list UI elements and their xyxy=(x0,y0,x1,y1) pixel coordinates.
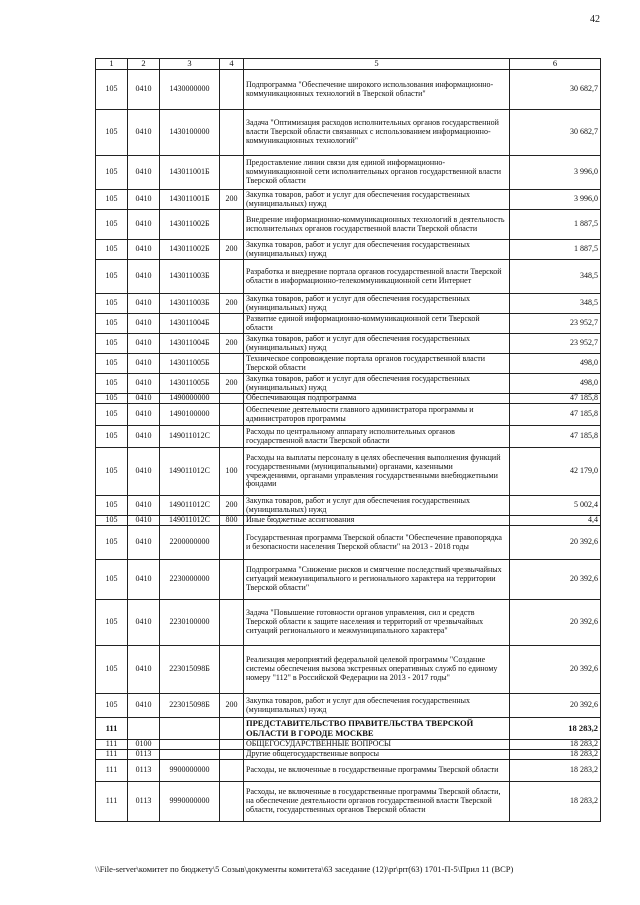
cell-target-code: 143011002Б xyxy=(160,240,220,260)
cell-amount: 20 392,6 xyxy=(510,646,601,694)
cell-target-code: 143011003Б xyxy=(160,260,220,294)
cell-expense-type xyxy=(220,156,244,190)
table-row xyxy=(96,210,601,240)
cell-admin-code: 105 xyxy=(96,190,128,210)
column-header-3: 3 xyxy=(160,59,220,70)
cell-target-code: 143011002Б xyxy=(160,210,220,240)
table-row xyxy=(96,782,601,822)
table-row xyxy=(96,156,601,190)
cell-admin-code: 105 xyxy=(96,210,128,240)
column-header-5: 5 xyxy=(244,59,510,70)
cell-description: Техническое сопровождение портала органов государственной власти Тверской области xyxy=(244,354,510,374)
cell-target-code: 143011001Б xyxy=(160,156,220,190)
cell-target-code: 149011012С xyxy=(160,426,220,448)
cell-admin-code: 105 xyxy=(96,240,128,260)
table-row xyxy=(96,394,601,404)
cell-expense-type xyxy=(220,600,244,646)
cell-amount: 18 283,2 xyxy=(510,718,601,740)
cell-expense-type xyxy=(220,740,244,750)
cell-amount: 47 185,8 xyxy=(510,394,601,404)
cell-expense-type xyxy=(220,760,244,782)
cell-amount: 30 682,7 xyxy=(510,110,601,156)
cell-section-code xyxy=(128,718,160,740)
cell-description: Закупка товаров, работ и услуг для обеспечения государственных (муниципальных) нужд xyxy=(244,334,510,354)
cell-admin-code: 105 xyxy=(96,394,128,404)
cell-target-code: 143011004Б xyxy=(160,334,220,354)
cell-description: Развитие единой информационно-коммуникационной сети Тверской области xyxy=(244,314,510,334)
cell-section-code: 0410 xyxy=(128,496,160,516)
table-row xyxy=(96,190,601,210)
cell-expense-type xyxy=(220,210,244,240)
cell-description: Подпрограмма "Обеспечение широкого использования информационно-коммуникационных технологий в Тверской области" xyxy=(244,70,510,110)
cell-admin-code: 105 xyxy=(96,448,128,496)
cell-expense-type xyxy=(220,260,244,294)
cell-target-code: 143011001Б xyxy=(160,190,220,210)
cell-section-code: 0113 xyxy=(128,782,160,822)
column-header-4: 4 xyxy=(220,59,244,70)
cell-amount: 1 887,5 xyxy=(510,240,601,260)
cell-amount: 20 392,6 xyxy=(510,526,601,560)
cell-description: Разработка и внедрение портала органов государственной власти Тверской области в информационно-телекоммуникационной сети Интернет xyxy=(244,260,510,294)
table-row xyxy=(96,260,601,294)
cell-admin-code: 105 xyxy=(96,496,128,516)
cell-admin-code: 105 xyxy=(96,260,128,294)
cell-target-code: 223015098Б xyxy=(160,694,220,718)
cell-admin-code: 105 xyxy=(96,600,128,646)
table-row xyxy=(96,526,601,560)
cell-amount: 30 682,7 xyxy=(510,70,601,110)
cell-amount: 18 283,2 xyxy=(510,740,601,750)
cell-target-code: 2230000000 xyxy=(160,560,220,600)
cell-expense-type xyxy=(220,394,244,404)
cell-description: Реализация мероприятий федеральной целевой программы "Создание системы обеспечения вызова экстренных оперативных служб по единому номеру "112" в Российской Федерации на 2013 - 2017 годы" xyxy=(244,646,510,694)
cell-amount: 42 179,0 xyxy=(510,448,601,496)
cell-description: Подпрограмма "Снижение рисков и смягчение последствий чрезвычайных ситуаций межмуниципального и регионального характера на территории Тверской области" xyxy=(244,560,510,600)
cell-admin-code: 111 xyxy=(96,760,128,782)
cell-section-code: 0113 xyxy=(128,750,160,760)
cell-description: Задача "Оптимизация расходов исполнительных органов государственной власти Тверской области связанных с использованием информационно-коммуникационных технологий" xyxy=(244,110,510,156)
cell-section-code: 0100 xyxy=(128,740,160,750)
cell-target-code: 9990000000 xyxy=(160,782,220,822)
table-row xyxy=(96,646,601,694)
cell-section-code: 0410 xyxy=(128,560,160,600)
cell-expense-type: 100 xyxy=(220,448,244,496)
cell-amount: 1 887,5 xyxy=(510,210,601,240)
cell-admin-code: 105 xyxy=(96,404,128,426)
cell-amount: 23 952,7 xyxy=(510,314,601,334)
cell-expense-type: 800 xyxy=(220,516,244,526)
cell-expense-type: 200 xyxy=(220,496,244,516)
table-row xyxy=(96,760,601,782)
cell-amount: 3 996,0 xyxy=(510,156,601,190)
cell-target-code: 1430000000 xyxy=(160,70,220,110)
cell-admin-code: 105 xyxy=(96,314,128,334)
cell-amount: 348,5 xyxy=(510,260,601,294)
cell-description: Внедрение информационно-коммуникационных технологий в деятельность исполнительных органов государственной власти Тверской области xyxy=(244,210,510,240)
table-row xyxy=(96,718,601,740)
cell-admin-code: 111 xyxy=(96,740,128,750)
cell-target-code: 2230100000 xyxy=(160,600,220,646)
cell-description: ОБЩЕГОСУДАРСТВЕННЫЕ ВОПРОСЫ xyxy=(244,740,510,750)
cell-amount: 23 952,7 xyxy=(510,334,601,354)
cell-expense-type xyxy=(220,314,244,334)
cell-section-code: 0410 xyxy=(128,694,160,718)
table-row xyxy=(96,560,601,600)
table-row xyxy=(96,354,601,374)
table-row xyxy=(96,70,601,110)
cell-expense-type xyxy=(220,646,244,694)
cell-target-code xyxy=(160,750,220,760)
cell-section-code: 0410 xyxy=(128,516,160,526)
cell-admin-code: 105 xyxy=(96,374,128,394)
budget-table xyxy=(95,58,601,822)
cell-expense-type xyxy=(220,526,244,560)
cell-description: Закупка товаров, работ и услуг для обеспечения государственных (муниципальных) нужд xyxy=(244,240,510,260)
cell-amount: 20 392,6 xyxy=(510,600,601,646)
cell-amount: 47 185,8 xyxy=(510,426,601,448)
cell-expense-type: 200 xyxy=(220,334,244,354)
cell-amount: 18 283,2 xyxy=(510,760,601,782)
cell-admin-code: 105 xyxy=(96,560,128,600)
cell-section-code: 0410 xyxy=(128,294,160,314)
cell-description: Закупка товаров, работ и услуг для обеспечения государственных (муниципальных) нужд xyxy=(244,694,510,718)
cell-expense-type xyxy=(220,70,244,110)
cell-expense-type: 200 xyxy=(220,240,244,260)
table-row xyxy=(96,448,601,496)
cell-description: Закупка товаров, работ и услуг для обеспечения государственных (муниципальных) нужд xyxy=(244,190,510,210)
cell-expense-type: 200 xyxy=(220,190,244,210)
table-header-row xyxy=(96,59,601,70)
cell-section-code: 0410 xyxy=(128,156,160,190)
cell-expense-type xyxy=(220,354,244,374)
cell-amount: 498,0 xyxy=(510,374,601,394)
cell-description: Расходы по центральному аппарату исполнительных органов государственной власти Тверской области xyxy=(244,426,510,448)
cell-amount: 498,0 xyxy=(510,354,601,374)
cell-expense-type xyxy=(220,782,244,822)
cell-description: Расходы, не включенные в государственные программы Тверской области xyxy=(244,760,510,782)
cell-section-code: 0113 xyxy=(128,760,160,782)
cell-admin-code: 111 xyxy=(96,718,128,740)
cell-description: Иные бюджетные ассигнования xyxy=(244,516,510,526)
cell-description: Предоставление линии связи для единой информационно-коммуникационной сети исполнительных органов государственной власти Тверской области xyxy=(244,156,510,190)
cell-target-code: 143011004Б xyxy=(160,314,220,334)
cell-admin-code: 105 xyxy=(96,156,128,190)
cell-section-code: 0410 xyxy=(128,354,160,374)
cell-expense-type: 200 xyxy=(220,294,244,314)
cell-description: Задача "Повышение готовности органов управления, сил и средств Тверской области к защите населения и территорий от чрезвычайных ситуаций регионального и межмуниципального характера" xyxy=(244,600,510,646)
cell-target-code xyxy=(160,740,220,750)
cell-expense-type: 200 xyxy=(220,694,244,718)
table-row xyxy=(96,374,601,394)
cell-target-code: 1430100000 xyxy=(160,110,220,156)
cell-expense-type xyxy=(220,750,244,760)
cell-section-code: 0410 xyxy=(128,110,160,156)
cell-description: Другие общегосударственные вопросы xyxy=(244,750,510,760)
cell-target-code: 9900000000 xyxy=(160,760,220,782)
cell-expense-type: 200 xyxy=(220,374,244,394)
table-row xyxy=(96,600,601,646)
cell-target-code: 149011012С xyxy=(160,448,220,496)
cell-admin-code: 105 xyxy=(96,516,128,526)
cell-admin-code: 111 xyxy=(96,782,128,822)
cell-target-code: 149011012С xyxy=(160,516,220,526)
cell-amount: 348,5 xyxy=(510,294,601,314)
cell-target-code: 1490100000 xyxy=(160,404,220,426)
cell-target-code: 149011012С xyxy=(160,496,220,516)
table-row xyxy=(96,294,601,314)
table-row xyxy=(96,694,601,718)
cell-target-code: 1490000000 xyxy=(160,394,220,404)
table-body xyxy=(96,70,601,822)
cell-section-code: 0410 xyxy=(128,314,160,334)
column-header-1: 1 xyxy=(96,59,128,70)
cell-section-code: 0410 xyxy=(128,260,160,294)
table-row xyxy=(96,750,601,760)
cell-expense-type xyxy=(220,560,244,600)
cell-description: ПРЕДСТАВИТЕЛЬСТВО ПРАВИТЕЛЬСТВА ТВЕРСКОЙ ОБЛАСТИ В ГОРОДЕ МОСКВЕ xyxy=(244,718,510,740)
column-header-2: 2 xyxy=(128,59,160,70)
cell-section-code: 0410 xyxy=(128,426,160,448)
cell-amount: 5 002,4 xyxy=(510,496,601,516)
table-row xyxy=(96,426,601,448)
cell-amount: 3 996,0 xyxy=(510,190,601,210)
cell-description: Расходы на выплаты персоналу в целях обеспечения выполнения функций государственными (муниципальными) органами, казенными учреждениями, органами управления государственными внебюджетными фондами xyxy=(244,448,510,496)
cell-section-code: 0410 xyxy=(128,404,160,426)
table-row xyxy=(96,740,601,750)
cell-target-code: 143011003Б xyxy=(160,294,220,314)
cell-section-code: 0410 xyxy=(128,190,160,210)
cell-amount: 18 283,2 xyxy=(510,782,601,822)
cell-amount: 20 392,6 xyxy=(510,694,601,718)
cell-expense-type xyxy=(220,110,244,156)
table-row xyxy=(96,240,601,260)
cell-admin-code: 111 xyxy=(96,750,128,760)
table-row xyxy=(96,110,601,156)
cell-section-code: 0410 xyxy=(128,240,160,260)
cell-section-code: 0410 xyxy=(128,394,160,404)
cell-expense-type xyxy=(220,718,244,740)
cell-target-code: 143011005Б xyxy=(160,374,220,394)
cell-section-code: 0410 xyxy=(128,70,160,110)
table-row xyxy=(96,404,601,426)
cell-amount: 18 283,2 xyxy=(510,750,601,760)
table-row xyxy=(96,314,601,334)
footer-file-path: \\File-server\комитет по бюджету\5 Созыв\документы комитета\63 заседание (12)\pr\prr(63) 1701-П-5\Прил 11 (ВСР) xyxy=(95,864,514,874)
cell-description: Закупка товаров, работ и услуг для обеспечения государственных (муниципальных) нужд xyxy=(244,294,510,314)
cell-admin-code: 105 xyxy=(96,110,128,156)
page-number: 42 xyxy=(590,14,600,25)
table-row xyxy=(96,496,601,516)
cell-description: Государственная программа Тверской области "Обеспечение правопорядка и безопасности населения Тверской области" на 2013 - 2018 годы xyxy=(244,526,510,560)
cell-admin-code: 105 xyxy=(96,646,128,694)
table-row xyxy=(96,334,601,354)
cell-section-code: 0410 xyxy=(128,448,160,496)
cell-expense-type xyxy=(220,426,244,448)
cell-admin-code: 105 xyxy=(96,426,128,448)
cell-amount: 20 392,6 xyxy=(510,560,601,600)
cell-admin-code: 105 xyxy=(96,526,128,560)
cell-target-code xyxy=(160,718,220,740)
cell-amount: 4,4 xyxy=(510,516,601,526)
column-header-6: 6 xyxy=(510,59,601,70)
cell-admin-code: 105 xyxy=(96,70,128,110)
cell-description: Обеспечивающая подпрограмма xyxy=(244,394,510,404)
cell-target-code: 2200000000 xyxy=(160,526,220,560)
cell-target-code: 223015098Б xyxy=(160,646,220,694)
cell-section-code: 0410 xyxy=(128,600,160,646)
cell-section-code: 0410 xyxy=(128,646,160,694)
cell-section-code: 0410 xyxy=(128,374,160,394)
cell-description: Расходы, не включенные в государственные программы Тверской области, на обеспечение деятельности органов государственной власти Тверской области, государственных органов Тверской области xyxy=(244,782,510,822)
cell-description: Закупка товаров, работ и услуг для обеспечения государственных (муниципальных) нужд xyxy=(244,374,510,394)
cell-admin-code: 105 xyxy=(96,294,128,314)
cell-admin-code: 105 xyxy=(96,694,128,718)
cell-target-code: 143011005Б xyxy=(160,354,220,374)
cell-section-code: 0410 xyxy=(128,334,160,354)
cell-admin-code: 105 xyxy=(96,354,128,374)
cell-description: Обеспечение деятельности главного администратора программы и администраторов программы xyxy=(244,404,510,426)
cell-expense-type xyxy=(220,404,244,426)
cell-section-code: 0410 xyxy=(128,210,160,240)
cell-section-code: 0410 xyxy=(128,526,160,560)
cell-description: Закупка товаров, работ и услуг для обеспечения государственных (муниципальных) нужд xyxy=(244,496,510,516)
cell-amount: 47 185,8 xyxy=(510,404,601,426)
cell-admin-code: 105 xyxy=(96,334,128,354)
table-row xyxy=(96,516,601,526)
